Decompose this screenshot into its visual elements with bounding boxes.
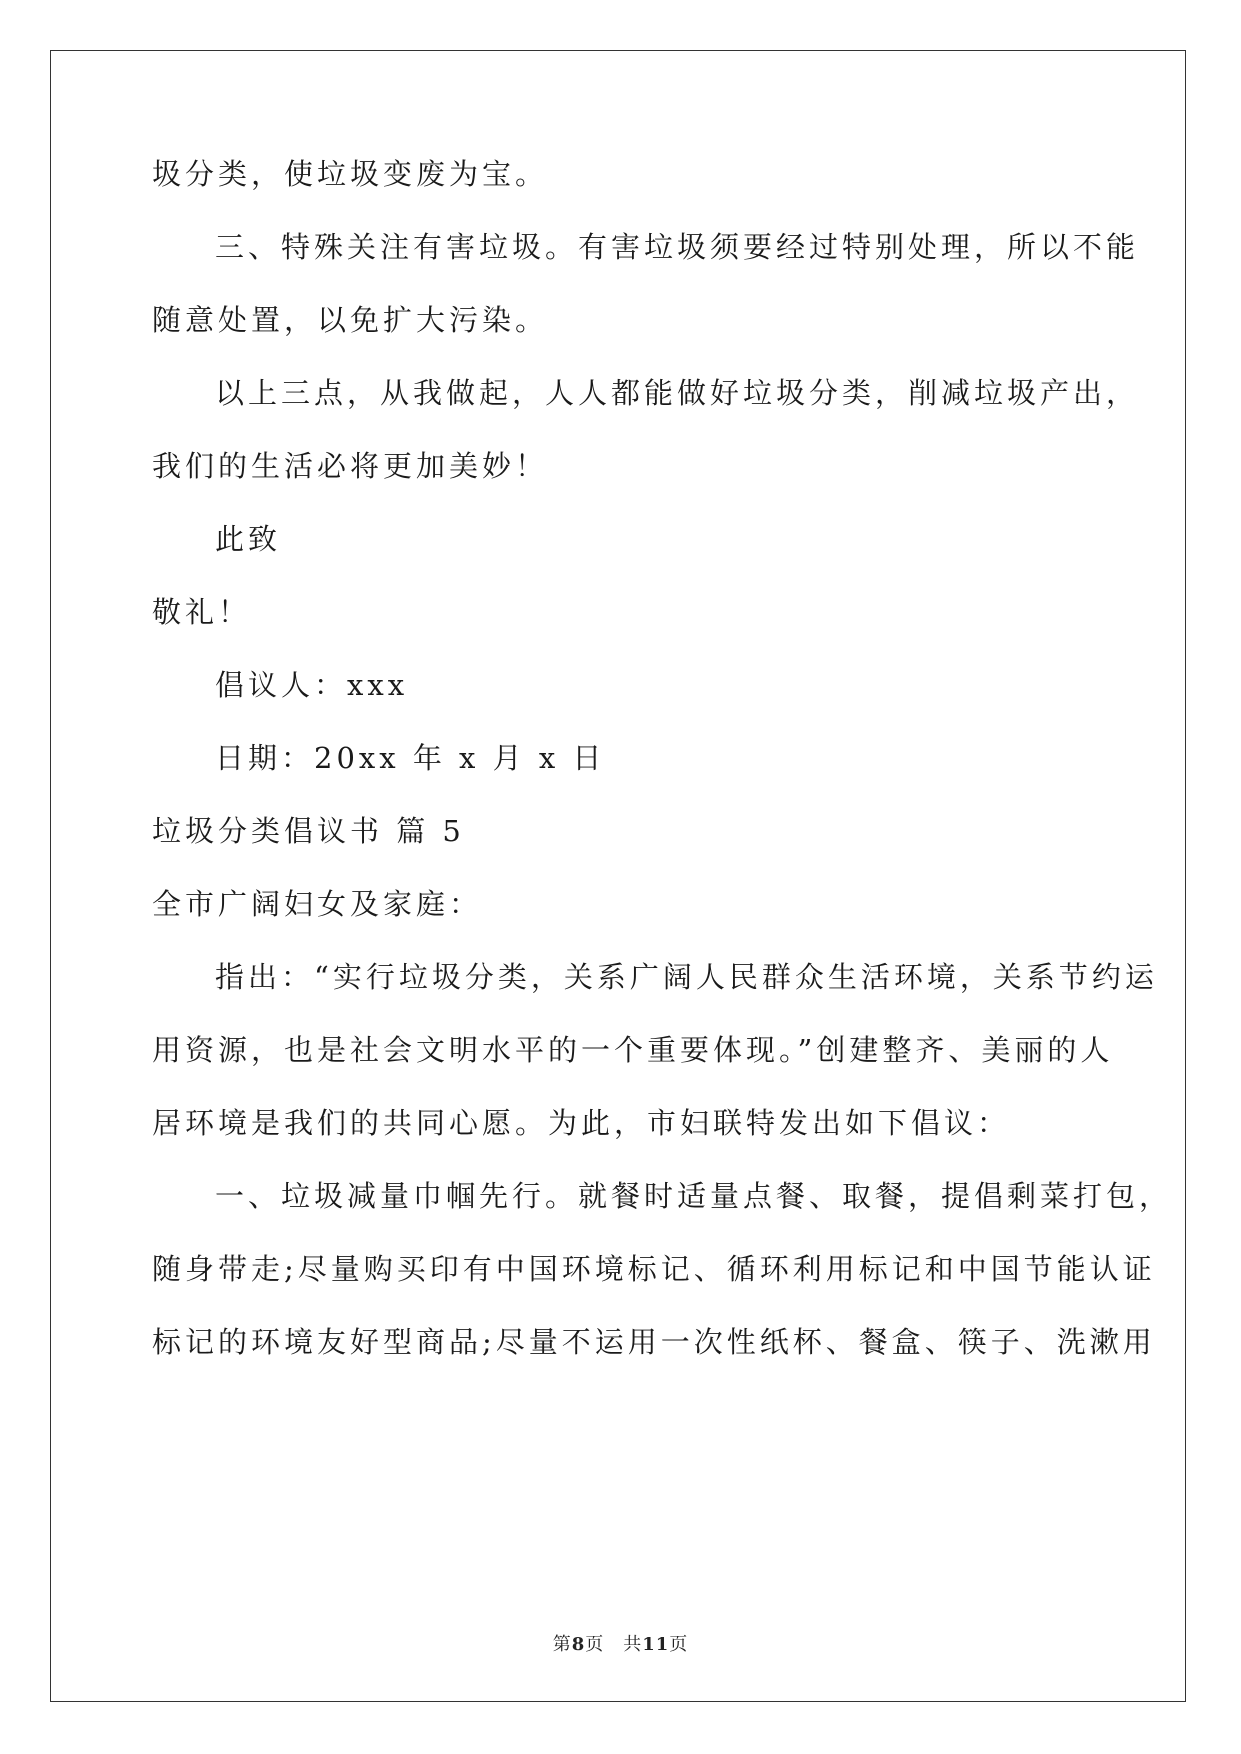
page-border [50,50,1186,1702]
text-line-2: 三、特殊关注有害垃圾。有害垃圾须要经过特别处理，所以不能 [215,230,1140,264]
closing-line: 敬礼！ [152,595,252,629]
footer-page-current: 8 [571,1634,586,1655]
date-line: 日期：20xx 年 x 月 x 日 [215,741,606,775]
text-line-12: 指出：“实行垃圾分类，关系广阔人民群众生活环境，关系节约运 [215,960,1158,994]
text-line-17: 标记的环境友好型商品;尽量不运用一次性纸杯、餐盒、筷子、洗漱用 [152,1325,1156,1359]
text-line-1: 圾分类，使垃圾变废为宝。 [152,157,549,191]
footer-page-prefix: 第 [552,1634,572,1655]
footer-page-mid: 页 共 [585,1634,643,1655]
text-line-5: 我们的生活必将更加美妙！ [152,449,549,483]
salutation-line: 此致 [215,522,282,556]
section-heading: 垃圾分类倡议书 篇 5 [152,814,465,848]
text-line-14: 居环境是我们的共同心愿。为此，市妇联特发出如下倡议： [152,1106,1011,1140]
text-line-16: 随身带走;尽量购买印有中国环境标记、循环利用标记和中国节能认证 [152,1252,1156,1286]
page-footer [0,1630,1241,1656]
signer-line: 倡议人：xxx [215,668,409,702]
footer-page-suffix: 页 [669,1634,689,1655]
addressee-line: 全市广阔妇女及家庭： [152,887,483,921]
text-line-4: 以上三点，从我做起，人人都能做好垃圾分类，削减垃圾产出， [215,376,1140,410]
text-line-3: 随意处置，以免扩大污染。 [152,303,549,337]
text-line-15: 一、垃圾减量巾帼先行。就餐时适量点餐、取餐，提倡剩菜打包， [215,1179,1173,1213]
text-line-13: 用资源，也是社会文明水平的一个重要体现。”创建整齐、美丽的人 [152,1033,1114,1067]
footer-page-total: 11 [642,1634,670,1655]
